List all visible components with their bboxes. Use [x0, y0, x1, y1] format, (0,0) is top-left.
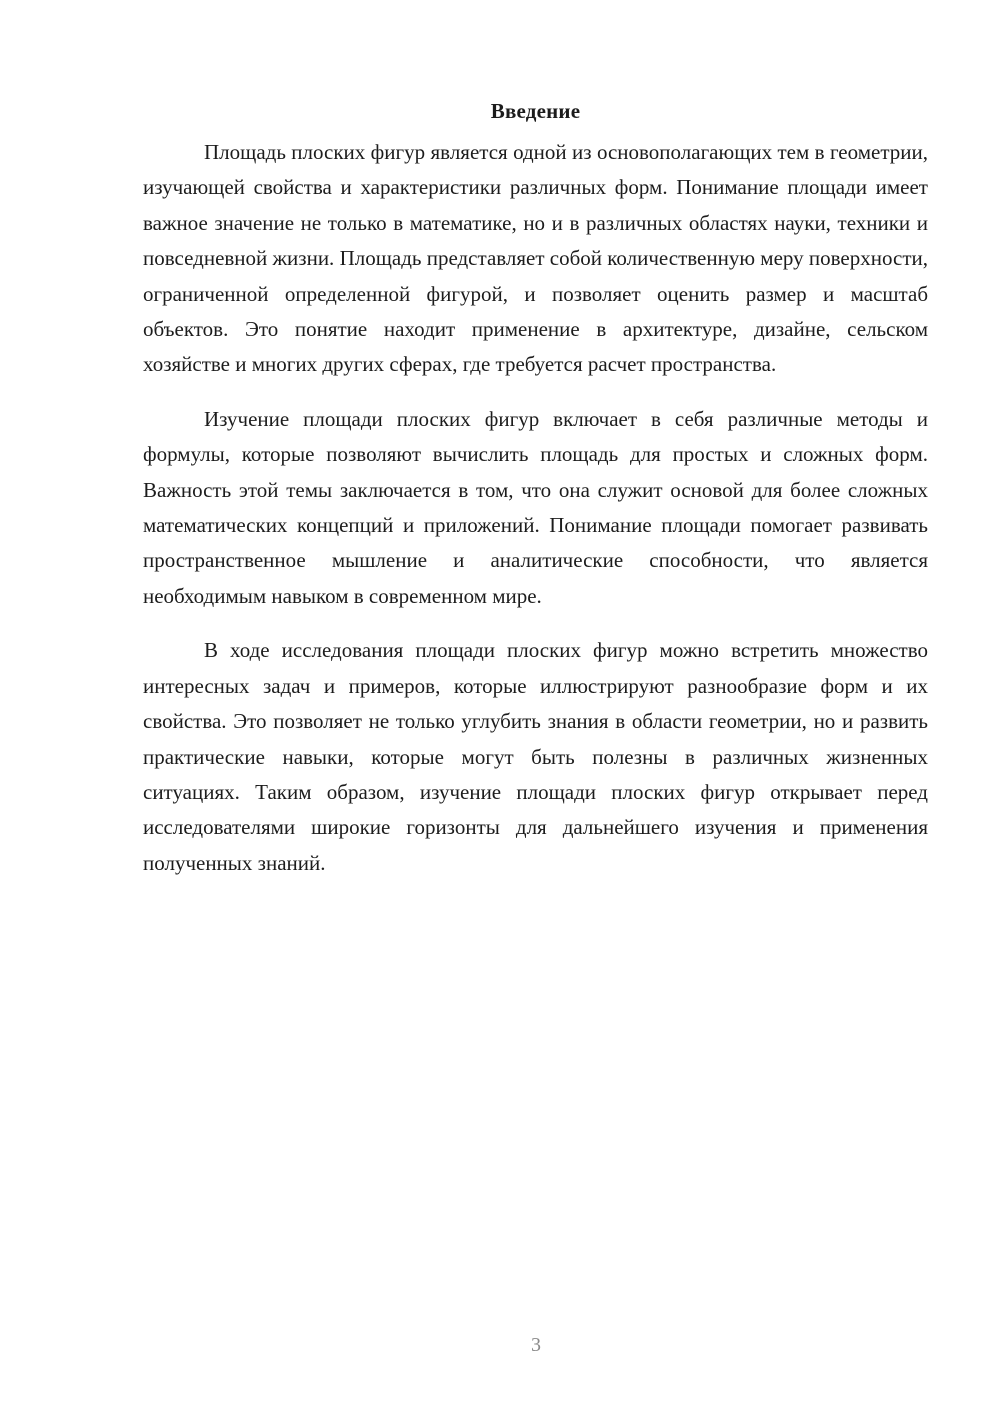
- page-content: [143, 95, 928, 900]
- page-number: 3: [531, 1334, 541, 1356]
- paragraph-2: Изучение площади плоских фигур включает в себя различные методы и формулы, которые позволяют вычислить площадь для простых и сложных форм. Важность этой темы заключается в том, что она служит основой для более сложных математических концепций и приложений. Понимание площади помогает развивать пространственное мышление и аналитические способности, что является необходимым навыком в современном мире.: [143, 406, 928, 608]
- paragraph-3: В ходе исследования площади плоских фигур можно встретить множество интересных задач и примеров, которые иллюстрируют разнообразие форм и их свойства. Это позволяет не только углубить знания в области геометрии, но и развить практические навыки, которые могут быть полезны в различных жизненных ситуациях. Таким образом, изучение площади плоских фигур открывает перед исследователями широкие горизонты для дальнейшего изучения и применения полученных знаний.: [143, 638, 928, 875]
- paragraph-1: Площадь плоских фигур является одной из основополагающих тем в геометрии, изучающей свойства и характеристики различных форм. Понимание площади имеет важное значение не только в математике, но и в различных областях науки, техники и повседневной жизни. Площадь представляет собой количественную меру поверхности, ограниченной определенной фигурой, и позволяет оценить размер и масштаб объектов. Это понятие находит применение в архитектуре, дизайне, сельском хозяйстве и многих других сферах, где требуется расчет пространства.: [143, 140, 928, 377]
- section-heading: Введение: [490, 99, 581, 123]
